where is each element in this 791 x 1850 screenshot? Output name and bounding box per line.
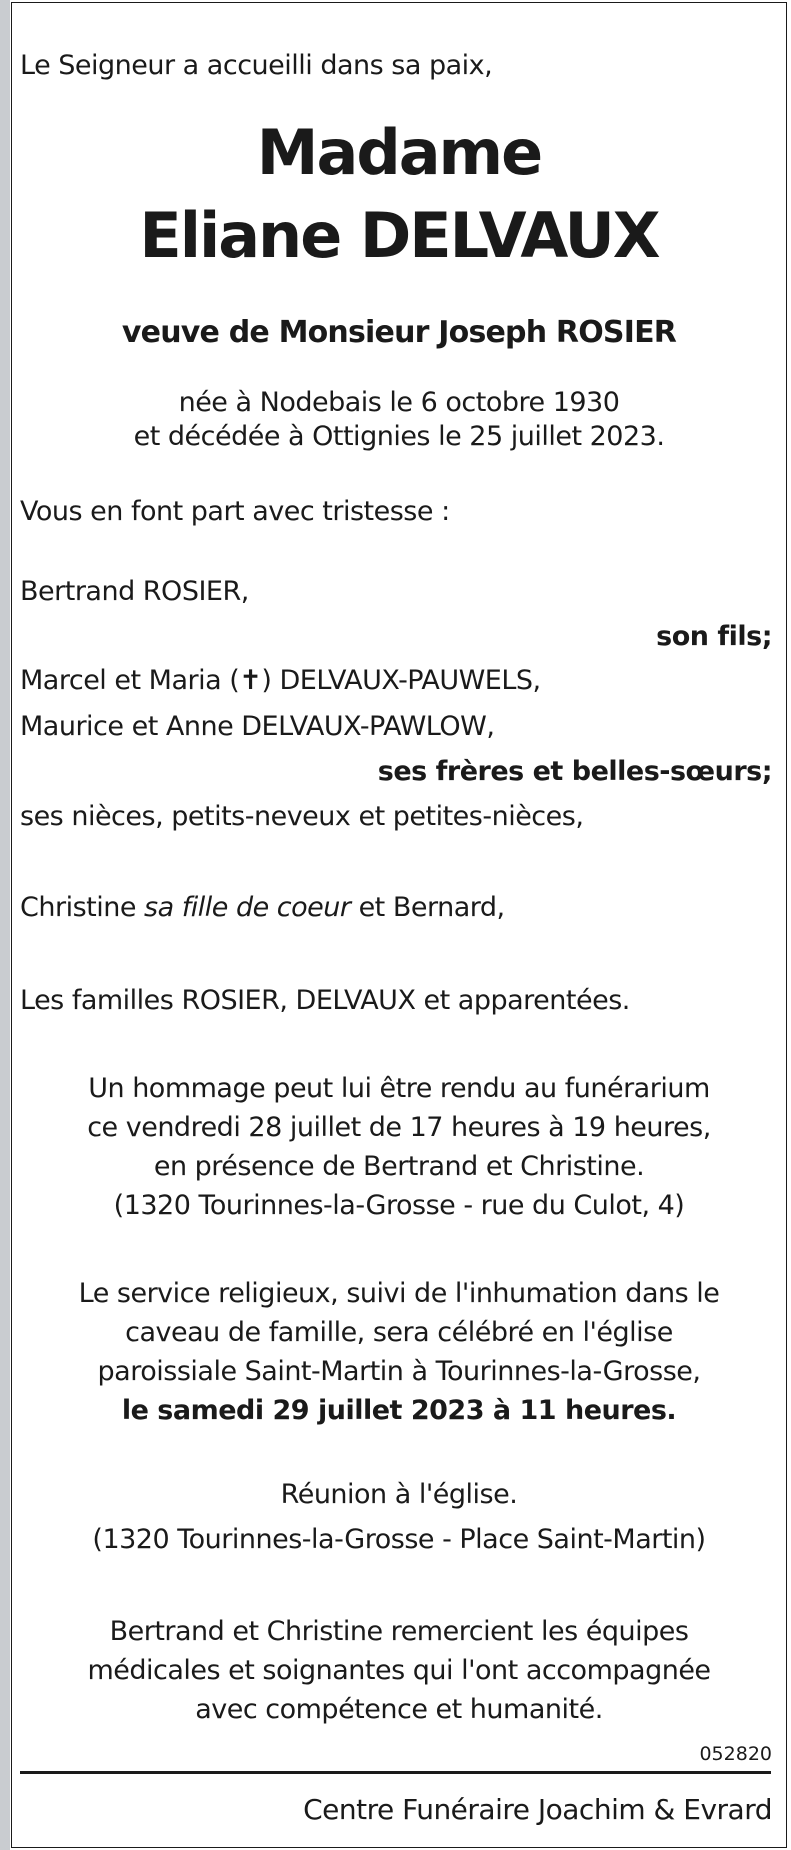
- death-line: et décédée à Ottignies le 25 juillet 2023.: [133, 421, 665, 452]
- birth-line: née à Nodebais le 6 octobre 1930: [178, 387, 620, 418]
- service-line-3: paroissiale Saint-Martin à Tourinnes-la-Grosse,: [97, 1356, 701, 1387]
- notice-frame: [11, 2, 787, 1848]
- deceased-name: Eliane DELVAUX: [139, 199, 659, 272]
- sibling-2: Maurice et Anne DELVAUX-PAWLOW,: [20, 711, 495, 742]
- christine-role: sa fille de coeur: [144, 892, 351, 923]
- christine-line: [20, 891, 505, 925]
- son-relation: son fils;: [656, 621, 772, 652]
- thanks-line-3: avec compétence et humanité.: [195, 1694, 603, 1725]
- thanks-line-1: Bertrand et Christine remercient les équipes: [109, 1616, 689, 1647]
- intro-line: Le Seigneur a accueilli dans sa paix,: [20, 50, 493, 81]
- siblings-relation: ses frères et belles-sœurs;: [377, 756, 772, 787]
- footer-divider: [20, 1771, 771, 1774]
- funeral-home: Centre Funéraire Joachim & Evrard: [303, 1793, 772, 1826]
- meeting-line-1: Réunion à l'église.: [280, 1479, 518, 1510]
- families-line: Les familles ROSIER, DELVAUX et apparentées.: [20, 985, 630, 1016]
- christine-partner: et Bernard,: [358, 892, 505, 923]
- honorific: Madame: [256, 116, 542, 189]
- service-date: le samedi 29 juillet 2023 à 11 heures.: [121, 1395, 677, 1426]
- reference-number: 052820: [699, 1743, 772, 1765]
- left-margin-strip: [0, 0, 10, 1850]
- nieces-line: ses nièces, petits-neveux et petites-nièces,: [20, 801, 584, 832]
- homage-line-3: en présence de Bertrand et Christine.: [153, 1151, 645, 1182]
- service-line-1: Le service religieux, suivi de l'inhumation dans le: [78, 1278, 720, 1309]
- homage-line-2: ce vendredi 28 juillet de 17 heures à 19 heures,: [87, 1112, 711, 1143]
- meeting-line-2: (1320 Tourinnes-la-Grosse - Place Saint-Martin): [92, 1524, 706, 1555]
- announcement-line: Vous en font part avec tristesse :: [20, 496, 450, 527]
- homage-line-4: (1320 Tourinnes-la-Grosse - rue du Culot, 4): [113, 1190, 685, 1221]
- sibling-1: Marcel et Maria (✝) DELVAUX-PAUWELS,: [20, 665, 541, 696]
- service-line-2: caveau de famille, sera célébré en l'église: [125, 1317, 673, 1348]
- homage-line-1: Un hommage peut lui être rendu au funérarium: [88, 1073, 710, 1104]
- christine-name: Christine: [20, 892, 136, 923]
- son-name: Bertrand ROSIER,: [20, 576, 249, 607]
- widow-of: veuve de Monsieur Joseph ROSIER: [121, 315, 677, 350]
- thanks-line-2: médicales et soignantes qui l'ont accompagnée: [87, 1655, 711, 1686]
